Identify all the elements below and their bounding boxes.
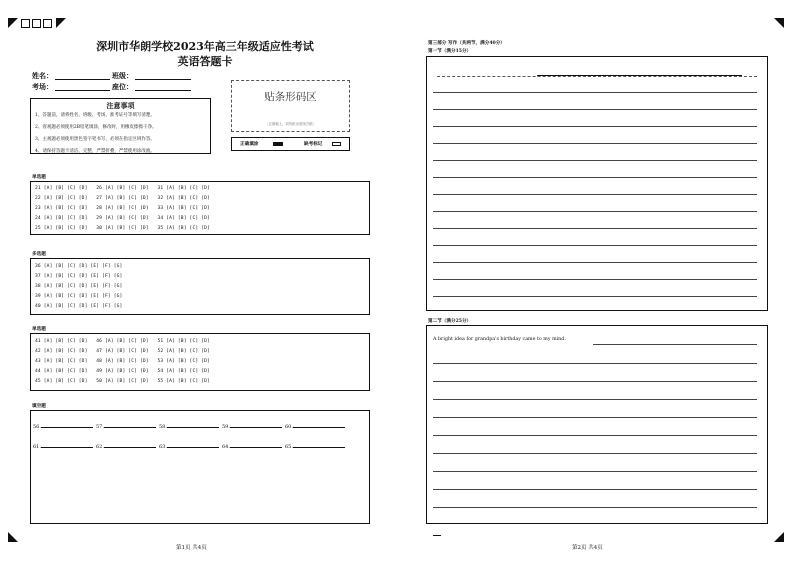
writing-line bbox=[433, 177, 757, 178]
section-title: 多选题 bbox=[32, 252, 46, 257]
corner-marker-bottom-right bbox=[774, 532, 784, 542]
writing-section1-title: 第一节（满分15分） bbox=[428, 49, 472, 54]
answer-row[interactable]: 24 [A] [B] [C] [D] 29 [A] [B] [C] [D] 34 [A] [B] [C] [D] bbox=[35, 216, 210, 221]
blank-number: 63. bbox=[159, 444, 167, 450]
section-title: 单选题 bbox=[32, 175, 46, 180]
writing-line bbox=[537, 75, 742, 76]
writing-line bbox=[433, 381, 757, 382]
answer-row[interactable]: 44 [A] [B] [C] [D] 49 [A] [B] [C] [D] 54 [A] [B] [C] [D] bbox=[35, 369, 210, 374]
blank-65[interactable] bbox=[285, 443, 345, 450]
notice-item: 1、答题前，请将姓名、班级、考场、准考证号等填写清楚。 bbox=[35, 113, 155, 118]
notice-item: 4、请保持答题卡清洁、完整，严禁折叠，严禁使用涂改液。 bbox=[35, 149, 155, 154]
writing-line bbox=[433, 262, 757, 263]
answer-row[interactable]: 37 [A] [B] [C] [D] [E] [F] [G] bbox=[35, 274, 123, 279]
writing-line bbox=[593, 344, 757, 345]
exam-room-field[interactable] bbox=[55, 90, 110, 91]
blank-number: 61. bbox=[33, 444, 41, 450]
writing-line bbox=[433, 126, 757, 127]
answer-row[interactable]: 40 [A] [B] [C] [D] [E] [F] [G] bbox=[35, 304, 123, 309]
writing-line bbox=[433, 363, 757, 364]
fill-example-box bbox=[231, 137, 350, 151]
section-title: 填空题 bbox=[32, 404, 46, 409]
blank-number: 62. bbox=[96, 444, 104, 450]
exam-room-label: 考场： bbox=[32, 82, 53, 91]
answer-row[interactable]: 39 [A] [B] [C] [D] [E] [F] [G] bbox=[35, 294, 123, 299]
blank-57[interactable] bbox=[96, 423, 156, 430]
class-label: 班级： bbox=[112, 71, 133, 80]
answer-row[interactable]: 45 [A] [B] [C] [D] 50 [A] [B] [C] [D] 55 [A] [B] [C] [D] bbox=[35, 379, 210, 384]
answer-row[interactable]: 22 [A] [B] [C] [D] 27 [A] [B] [C] [D] 32 [A] [B] [C] [D] bbox=[35, 196, 210, 201]
barcode-title: 贴条形码区 bbox=[264, 91, 317, 103]
writing-line bbox=[433, 160, 757, 161]
answer-row[interactable]: 36 [A] [B] [C] [D] [E] [F] [G] bbox=[35, 264, 123, 269]
page-title: 深圳市华朗学校2023年高三年级适应性考试 bbox=[96, 40, 314, 53]
blank-56[interactable] bbox=[33, 423, 93, 430]
blank-number: 60. bbox=[285, 424, 293, 430]
writing-line bbox=[433, 245, 757, 246]
notice-item: 3、主观题必须使用黑色签字笔书写，必须在指定区域作答。 bbox=[35, 137, 155, 142]
blank-62[interactable] bbox=[96, 443, 156, 450]
section-title: 单选题 bbox=[32, 327, 46, 332]
blank-number: 64. bbox=[222, 444, 230, 450]
corner-marker-top-right bbox=[774, 18, 784, 28]
missing-label: 缺考标记 bbox=[304, 142, 323, 147]
writing-line bbox=[433, 296, 757, 297]
writing-line bbox=[433, 435, 757, 436]
blank-59[interactable] bbox=[222, 423, 282, 430]
answer-row[interactable]: 41 [A] [B] [C] [D] 46 [A] [B] [C] [D] 51 [A] [B] [C] [D] bbox=[35, 339, 210, 344]
answer-row[interactable]: 25 [A] [B] [C] [D] 30 [A] [B] [C] [D] 35 [A] [B] [C] [D] bbox=[35, 226, 210, 231]
answer-row[interactable]: 21 [A] [B] [C] [D] 26 [A] [B] [C] [D] 31 [A] [B] [C] [D] bbox=[35, 186, 210, 191]
writing-line bbox=[433, 279, 757, 280]
blank-number: 59. bbox=[222, 424, 230, 430]
answer-row[interactable]: 43 [A] [B] [C] [D] 48 [A] [B] [C] [D] 53 [A] [B] [C] [D] bbox=[35, 359, 210, 364]
page-number: 第1页 共4页 bbox=[176, 545, 207, 551]
correct-fill-label: 正确填涂 bbox=[240, 142, 259, 147]
writing-line bbox=[433, 211, 757, 212]
single-choice-box-2 bbox=[30, 333, 370, 391]
writing-line bbox=[433, 143, 757, 144]
blank-64[interactable] bbox=[222, 443, 282, 450]
multi-choice-box bbox=[30, 258, 370, 315]
blank-number: 65. bbox=[285, 444, 293, 450]
writing-line bbox=[433, 399, 757, 400]
blank-60[interactable] bbox=[285, 423, 345, 430]
writing-line bbox=[433, 92, 757, 93]
correct-fill-sample bbox=[273, 142, 283, 146]
page-number: 第2页 共4页 bbox=[572, 545, 603, 551]
blank-61[interactable] bbox=[33, 443, 93, 450]
writing-section2-box[interactable] bbox=[426, 325, 768, 524]
seat-label: 座位： bbox=[112, 82, 133, 91]
notice-item: 2、客观题必须使用2B铅笔填涂，修改时，用橡皮擦擦干净。 bbox=[35, 125, 157, 130]
single-choice-box-1 bbox=[30, 181, 370, 235]
writing-line bbox=[433, 417, 757, 418]
answer-row[interactable]: 38 [A] [B] [C] [D] [E] [F] [G] bbox=[35, 284, 123, 289]
name-label: 姓名： bbox=[32, 71, 53, 80]
blank-number: 57. bbox=[96, 424, 104, 430]
writing-part-title: 第三部分 写作（共两节，满分40分） bbox=[428, 41, 505, 46]
blank-number: 56. bbox=[33, 424, 41, 430]
corner-marker-top-left bbox=[8, 18, 18, 28]
writing-line bbox=[433, 194, 757, 195]
barcode-area[interactable] bbox=[231, 80, 350, 132]
notice-title: 注意事项 bbox=[106, 101, 135, 110]
page-subtitle: 英语答题卡 bbox=[177, 55, 233, 68]
name-field[interactable] bbox=[55, 79, 110, 80]
barcode-note: （正面朝上，切勿贴出虚线方框） bbox=[265, 122, 316, 126]
writing-line bbox=[433, 109, 757, 110]
missing-mark-box[interactable] bbox=[332, 142, 341, 146]
seat-field[interactable] bbox=[135, 90, 191, 91]
answer-row[interactable]: 42 [A] [B] [C] [D] 47 [A] [B] [C] [D] 52 [A] [B] [C] [D] bbox=[35, 349, 210, 354]
notice-box bbox=[30, 98, 211, 154]
writing-line bbox=[437, 76, 757, 77]
fill-blank-box bbox=[30, 410, 370, 524]
corner-marker-bottom-left bbox=[8, 532, 18, 542]
writing-section1-box[interactable] bbox=[426, 56, 768, 311]
blank-63[interactable] bbox=[159, 443, 219, 450]
writing-line bbox=[433, 228, 757, 229]
writing-prompt: A bright idea for grandpa's birthday came to my mind. bbox=[433, 337, 566, 342]
class-field[interactable] bbox=[135, 79, 191, 80]
writing-line bbox=[433, 507, 757, 508]
writing-section2-title: 第二节（满分25分） bbox=[428, 319, 472, 324]
end-mark bbox=[433, 535, 441, 536]
blank-58[interactable] bbox=[159, 423, 219, 430]
blank-number: 58. bbox=[159, 424, 167, 430]
writing-line bbox=[433, 489, 757, 490]
writing-line bbox=[433, 453, 757, 454]
writing-line bbox=[433, 471, 757, 472]
answer-row[interactable]: 23 [A] [B] [C] [D] 28 [A] [B] [C] [D] 33 [A] [B] [C] [D] bbox=[35, 206, 210, 211]
